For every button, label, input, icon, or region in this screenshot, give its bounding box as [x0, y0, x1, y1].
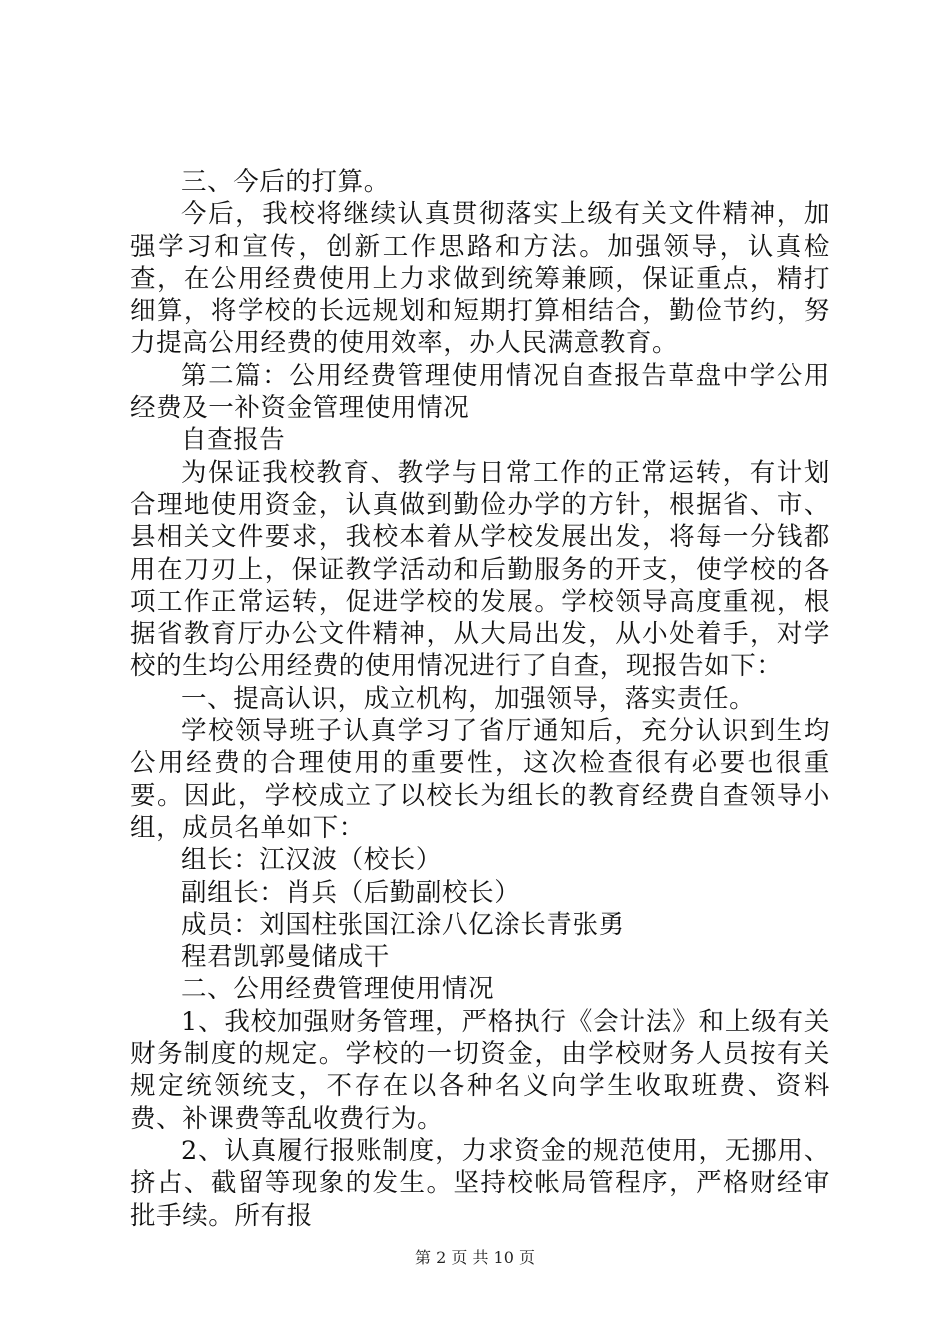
paragraph-reimbursement: 2、认真履行报账制度，力求资金的规范使用，无挪用、挤占、截留等现象的发生。坚持校帐局管程序，严格财经审批手续。所有报: [130, 1135, 830, 1231]
list-item-members: 成员：刘国柱张国江涂八亿涂长青张勇: [181, 909, 625, 940]
page-number-footer: 第 2 页 共 10 页: [415, 1248, 535, 1267]
paragraph-introduction: 为保证我校教育、教学与日常工作的正常运转，有计划合理地使用资金，认真做到勤俭办学的方针，根据省、市、县相关文件要求，我校本着从学校发展出发，将每一分钱都用在刀刃上，保证教学活动和后勤服务的开支，使学校的各项工作正常运转，促进学校的发展。学校领导高度重视，根据省教育厅办公文件精神，从大局出发，从小处着手，对学校的生均公用经费的使用情况进行了自查，现报告如下：: [130, 457, 830, 682]
paragraph-future-plans: 今后，我校将继续认真贯彻落实上级有关文件精神，加强学习和宣传，创新工作思路和方法。加强领导，认真检查，在公用经费使用上力求做到统筹兼顾，保证重点，精打细算，将学校的长远规划和短期打算相结合，勤俭节约，努力提高公用经费的使用效率，办人民满意教育。: [130, 199, 830, 359]
paragraph-leadership: 学校领导班子认真学习了省厅通知后，充分认识到生均公用经费的合理使用的重要性，这次检查很有必要也很重要。因此，学校成立了以校长为组长的教育经费自查领导小组，成员名单如下：: [130, 716, 830, 843]
heading-self-check-report: 自查报告: [181, 425, 286, 456]
document-body: [130, 166, 830, 1232]
list-item-group-leader: 组长：江汉波（校长）: [181, 845, 443, 876]
list-item-members-continued: 程君凯郭曼储成干: [181, 942, 390, 973]
heading-section-two: 二、公用经费管理使用情况: [181, 974, 495, 1005]
paragraph-financial-management: 1、我校加强财务管理，严格执行《会计法》和上级有关财务制度的规定。学校的一切资金，由学校财务人员按有关规定统领统支，不存在以各种名义向学生收取班费、资料费、补课费等乱收费行为。: [130, 1006, 830, 1134]
heading-future-plans: 三、今后的打算。: [181, 167, 390, 197]
heading-part-two: 第二篇：公用经费管理使用情况自查报告草盘中学公用经费及一补资金管理使用情况: [130, 360, 830, 424]
heading-section-one: 一、提高认识，成立机构，加强领导，落实责任。: [181, 683, 756, 714]
list-item-deputy-leader: 副组长：肖兵（后勤副校长）: [181, 877, 521, 908]
